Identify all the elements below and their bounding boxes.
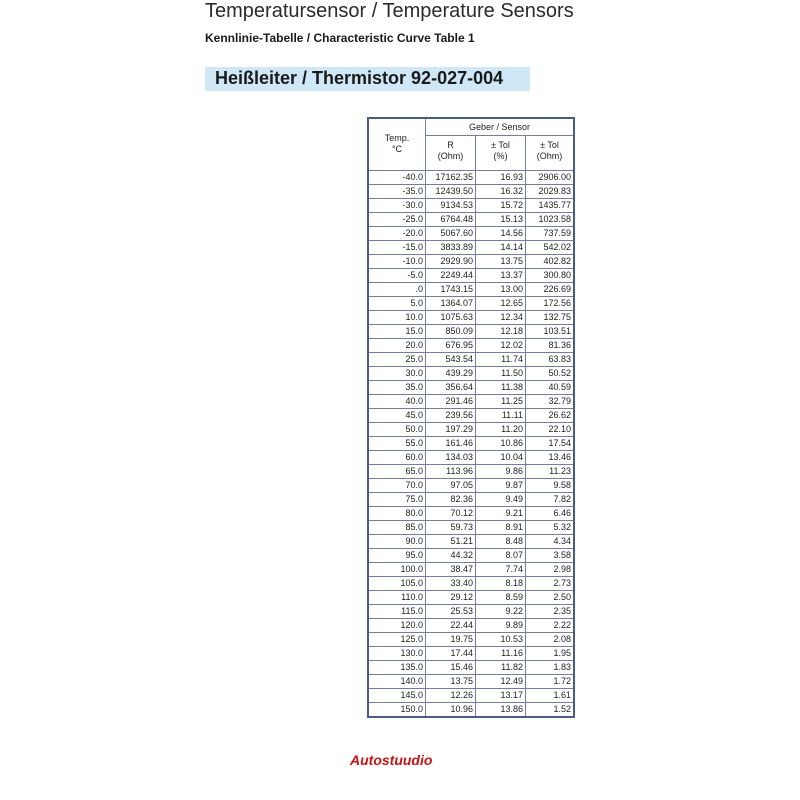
temp-cell: -30.0 (368, 199, 426, 213)
resistance-cell: 197.29 (426, 423, 476, 437)
resistance-cell: 161.46 (426, 437, 476, 451)
temp-cell: 150.0 (368, 703, 426, 718)
resistance-cell: 70.12 (426, 507, 476, 521)
table-row (368, 563, 574, 577)
tolerance-percent-cell: 14.56 (476, 227, 526, 241)
table-row (368, 367, 574, 381)
tolerance-percent-cell: 11.82 (476, 661, 526, 675)
temp-cell: 45.0 (368, 409, 426, 423)
table-row (368, 171, 574, 185)
temp-cell: 145.0 (368, 689, 426, 703)
tolerance-percent-cell: 12.49 (476, 675, 526, 689)
table-row (368, 423, 574, 437)
characteristic-table-container (367, 117, 575, 718)
tolerance-ohm-cell: 26.62 (526, 409, 575, 423)
resistance-cell: 12439.50 (426, 185, 476, 199)
resistance-cell: 22.44 (426, 619, 476, 633)
tolerance-ohm-cell: 4.34 (526, 535, 575, 549)
tolerance-ohm-cell: 63.83 (526, 353, 575, 367)
table-row (368, 591, 574, 605)
table-row (368, 661, 574, 675)
temp-cell: -25.0 (368, 213, 426, 227)
temp-header-label: Temp. (384, 133, 410, 143)
resistance-cell: 17.44 (426, 647, 476, 661)
tolerance-percent-cell: 8.07 (476, 549, 526, 563)
resistance-cell: 51.21 (426, 535, 476, 549)
table-row (368, 241, 574, 255)
tolerance-percent-cell: 8.91 (476, 521, 526, 535)
tolerance-ohm-cell: 22.10 (526, 423, 575, 437)
tolerance-ohm-cell: 2.98 (526, 563, 575, 577)
sensor-group-header: Geber / Sensor (426, 118, 575, 136)
tolerance-percent-cell: 10.04 (476, 451, 526, 465)
resistance-cell: 15.46 (426, 661, 476, 675)
tolerance-ohm-cell: 103.51 (526, 325, 575, 339)
tolerance-ohm-cell: 2.35 (526, 605, 575, 619)
tolerance-percent-cell: 11.50 (476, 367, 526, 381)
tolerance-percent-cell: 12.02 (476, 339, 526, 353)
tolerance-percent-cell: 9.21 (476, 507, 526, 521)
characteristic-table (367, 117, 575, 718)
tolerance-ohm-cell: 40.59 (526, 381, 575, 395)
table-row (368, 213, 574, 227)
temp-cell: 90.0 (368, 535, 426, 549)
tolerance-ohm-header-label: ± Tol (540, 140, 559, 150)
resistance-cell: 59.73 (426, 521, 476, 535)
tolerance-percent-cell: 9.49 (476, 493, 526, 507)
temp-column-header (368, 118, 426, 171)
resistance-cell: 2929.90 (426, 255, 476, 269)
table-row (368, 297, 574, 311)
tolerance-ohm-cell: 32.79 (526, 395, 575, 409)
tolerance-ohm-cell: 9.58 (526, 479, 575, 493)
tolerance-ohm-cell: 2029.83 (526, 185, 575, 199)
tolerance-percent-cell: 11.20 (476, 423, 526, 437)
resistance-cell: 3833.89 (426, 241, 476, 255)
resistance-cell: 10.96 (426, 703, 476, 718)
temp-cell: 15.0 (368, 325, 426, 339)
tolerance-percent-cell: 13.86 (476, 703, 526, 718)
tolerance-ohm-cell: 172.56 (526, 297, 575, 311)
tolerance-ohm-cell: 1023.58 (526, 213, 575, 227)
table-row (368, 353, 574, 367)
resistance-cell: 12.26 (426, 689, 476, 703)
tolerance-percent-cell: 13.00 (476, 283, 526, 297)
footer-watermark: Autostuudio (350, 752, 433, 768)
temp-cell: 35.0 (368, 381, 426, 395)
tolerance-ohm-cell: 226.69 (526, 283, 575, 297)
temp-cell: -15.0 (368, 241, 426, 255)
tolerance-percent-cell: 9.86 (476, 465, 526, 479)
tolerance-ohm-cell: 11.23 (526, 465, 575, 479)
resistance-cell: 291.46 (426, 395, 476, 409)
tolerance-percent-cell: 15.72 (476, 199, 526, 213)
tolerance-percent-cell: 11.16 (476, 647, 526, 661)
table-row (368, 283, 574, 297)
temp-cell: 135.0 (368, 661, 426, 675)
temp-cell: 120.0 (368, 619, 426, 633)
tolerance-percent-column-header (476, 136, 526, 171)
tolerance-ohm-cell: 737.59 (526, 227, 575, 241)
table-row (368, 521, 574, 535)
tolerance-ohm-cell: 132.75 (526, 311, 575, 325)
tolerance-ohm-cell: 1.95 (526, 647, 575, 661)
table-row (368, 619, 574, 633)
temp-cell: 20.0 (368, 339, 426, 353)
table-row (368, 325, 574, 339)
table-row (368, 493, 574, 507)
table-row (368, 577, 574, 591)
tolerance-ohm-cell: 1.52 (526, 703, 575, 718)
sensor-banner-text: Heißleiter / Thermistor 92-027-004 (215, 68, 504, 88)
resistance-cell: 113.96 (426, 465, 476, 479)
table-row (368, 185, 574, 199)
table-row (368, 507, 574, 521)
table-row (368, 451, 574, 465)
resistance-cell: 25.53 (426, 605, 476, 619)
table-row (368, 703, 574, 718)
table-row (368, 227, 574, 241)
temp-cell: 55.0 (368, 437, 426, 451)
tolerance-ohm-cell: 1.83 (526, 661, 575, 675)
temp-cell: 95.0 (368, 549, 426, 563)
tolerance-percent-cell: 12.18 (476, 325, 526, 339)
resistance-cell: 17162.35 (426, 171, 476, 185)
temp-cell: 110.0 (368, 591, 426, 605)
resistance-cell: 1364.07 (426, 297, 476, 311)
tolerance-percent-cell: 9.87 (476, 479, 526, 493)
temp-cell: 5.0 (368, 297, 426, 311)
temp-cell: 60.0 (368, 451, 426, 465)
sensor-banner (205, 67, 530, 91)
resistance-cell: 82.36 (426, 493, 476, 507)
table-row (368, 465, 574, 479)
temp-cell: -5.0 (368, 269, 426, 283)
resistance-cell: 29.12 (426, 591, 476, 605)
resistance-cell: 1075.63 (426, 311, 476, 325)
temp-cell: -35.0 (368, 185, 426, 199)
temp-cell: -20.0 (368, 227, 426, 241)
tolerance-percent-cell: 10.86 (476, 437, 526, 451)
table-row (368, 199, 574, 213)
tolerance-ohm-cell: 2.50 (526, 591, 575, 605)
tolerance-percent-cell: 9.89 (476, 619, 526, 633)
tolerance-percent-cell: 13.17 (476, 689, 526, 703)
temp-cell: 125.0 (368, 633, 426, 647)
tolerance-ohm-cell: 542.02 (526, 241, 575, 255)
tolerance-percent-cell: 8.48 (476, 535, 526, 549)
tolerance-ohm-header-unit: (Ohm) (536, 151, 563, 161)
resistance-cell: 134.03 (426, 451, 476, 465)
temp-cell: 115.0 (368, 605, 426, 619)
temp-cell: -10.0 (368, 255, 426, 269)
tolerance-percent-cell: 10.53 (476, 633, 526, 647)
tolerance-ohm-cell: 2.08 (526, 633, 575, 647)
table-body (368, 171, 574, 718)
tolerance-percent-cell: 15.13 (476, 213, 526, 227)
tolerance-percent-cell: 11.25 (476, 395, 526, 409)
temp-cell: 130.0 (368, 647, 426, 661)
temp-cell: 30.0 (368, 367, 426, 381)
tolerance-ohm-cell: 1.72 (526, 675, 575, 689)
tolerance-ohm-cell: 3.58 (526, 549, 575, 563)
tolerance-ohm-cell: 13.46 (526, 451, 575, 465)
table-row (368, 535, 574, 549)
tolerance-ohm-cell: 6.46 (526, 507, 575, 521)
resistance-cell: 19.75 (426, 633, 476, 647)
resistance-header-label: R (447, 140, 454, 150)
table-row (368, 675, 574, 689)
table-row (368, 605, 574, 619)
resistance-cell: 239.56 (426, 409, 476, 423)
table-row (368, 633, 574, 647)
temp-cell: 10.0 (368, 311, 426, 325)
tolerance-percent-cell: 9.22 (476, 605, 526, 619)
tolerance-percent-cell: 12.34 (476, 311, 526, 325)
table-row (368, 689, 574, 703)
resistance-cell: 356.64 (426, 381, 476, 395)
tolerance-ohm-cell: 1.61 (526, 689, 575, 703)
temp-cell: 85.0 (368, 521, 426, 535)
tolerance-ohm-cell: 5.32 (526, 521, 575, 535)
resistance-cell: 97.05 (426, 479, 476, 493)
table-row (368, 311, 574, 325)
tolerance-ohm-cell: 1435.77 (526, 199, 575, 213)
tolerance-percent-cell: 8.18 (476, 577, 526, 591)
tolerance-ohm-cell: 7.82 (526, 493, 575, 507)
resistance-cell: 6764.48 (426, 213, 476, 227)
table-row (368, 381, 574, 395)
temp-cell: 80.0 (368, 507, 426, 521)
temp-cell: 40.0 (368, 395, 426, 409)
tolerance-percent-cell: 14.14 (476, 241, 526, 255)
table-row (368, 409, 574, 423)
resistance-cell: 1743.15 (426, 283, 476, 297)
tolerance-ohm-column-header (526, 136, 575, 171)
temp-cell: 70.0 (368, 479, 426, 493)
temp-cell: 25.0 (368, 353, 426, 367)
temp-cell: 140.0 (368, 675, 426, 689)
resistance-cell: 13.75 (426, 675, 476, 689)
resistance-cell: 9134.53 (426, 199, 476, 213)
table-row (368, 395, 574, 409)
resistance-cell: 850.09 (426, 325, 476, 339)
tolerance-percent-header-label: ± Tol (491, 140, 510, 150)
table-row (368, 269, 574, 283)
page-subtitle: Kennlinie-Tabelle / Characteristic Curve Table 1 (205, 31, 475, 45)
temp-cell: .0 (368, 283, 426, 297)
table-row (368, 339, 574, 353)
tolerance-percent-header-unit: (%) (493, 151, 508, 161)
table-row (368, 437, 574, 451)
tolerance-percent-cell: 8.59 (476, 591, 526, 605)
tolerance-percent-cell: 7.74 (476, 563, 526, 577)
tolerance-ohm-cell: 81.36 (526, 339, 575, 353)
resistance-cell: 676.95 (426, 339, 476, 353)
tolerance-percent-cell: 11.38 (476, 381, 526, 395)
tolerance-ohm-cell: 2906.00 (526, 171, 575, 185)
table-row (368, 549, 574, 563)
temp-cell: 50.0 (368, 423, 426, 437)
resistance-cell: 44.32 (426, 549, 476, 563)
tolerance-ohm-cell: 402.82 (526, 255, 575, 269)
tolerance-percent-cell: 16.32 (476, 185, 526, 199)
resistance-cell: 38.47 (426, 563, 476, 577)
resistance-column-header (426, 136, 476, 171)
temp-cell: -40.0 (368, 171, 426, 185)
resistance-header-unit: (Ohm) (437, 151, 464, 161)
table-row (368, 647, 574, 661)
resistance-cell: 439.29 (426, 367, 476, 381)
temp-cell: 105.0 (368, 577, 426, 591)
tolerance-ohm-cell: 50.52 (526, 367, 575, 381)
resistance-cell: 5067.60 (426, 227, 476, 241)
tolerance-percent-cell: 16.93 (476, 171, 526, 185)
table-row (368, 479, 574, 493)
tolerance-percent-cell: 11.11 (476, 409, 526, 423)
resistance-cell: 33.40 (426, 577, 476, 591)
table-row (368, 255, 574, 269)
tolerance-percent-cell: 11.74 (476, 353, 526, 367)
tolerance-percent-cell: 13.75 (476, 255, 526, 269)
tolerance-ohm-cell: 2.73 (526, 577, 575, 591)
temp-cell: 75.0 (368, 493, 426, 507)
tolerance-ohm-cell: 17.54 (526, 437, 575, 451)
temp-cell: 100.0 (368, 563, 426, 577)
tolerance-ohm-cell: 300.80 (526, 269, 575, 283)
tolerance-percent-cell: 12.65 (476, 297, 526, 311)
resistance-cell: 543.54 (426, 353, 476, 367)
temp-cell: 65.0 (368, 465, 426, 479)
resistance-cell: 2249.44 (426, 269, 476, 283)
temp-header-unit: °C (391, 144, 403, 154)
page-title: Temperatursensor / Temperature Sensors (205, 0, 574, 22)
tolerance-ohm-cell: 2.22 (526, 619, 575, 633)
tolerance-percent-cell: 13.37 (476, 269, 526, 283)
